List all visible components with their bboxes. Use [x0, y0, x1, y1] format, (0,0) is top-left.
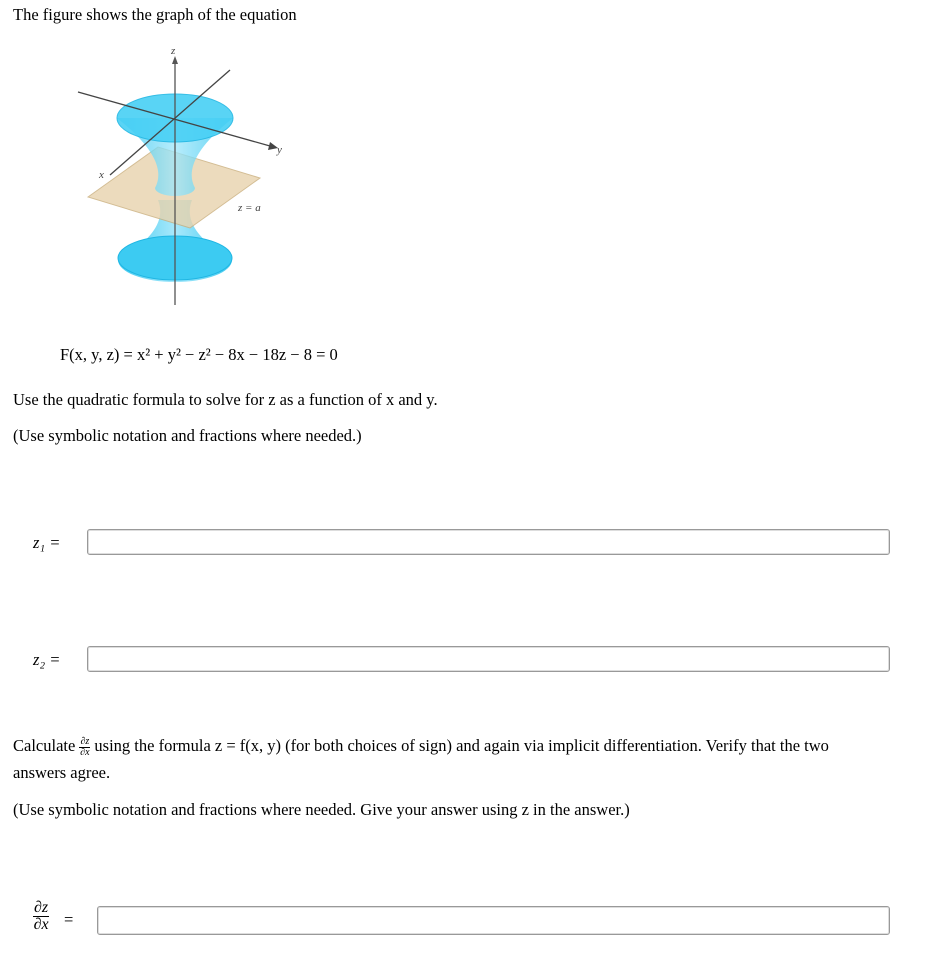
calc-suffix: using the formula z = f(x, y) (for both choices of sign) and again via implicit differentiation. Verify that the two: [94, 736, 829, 755]
part2-line2: answers agree.: [13, 763, 111, 782]
dz-dx-fraction: [79, 737, 90, 758]
hyperboloid-figure: [70, 40, 310, 310]
part1-instruction: Use the quadratic formula to solve for z as a function of x and y.: [13, 390, 438, 409]
x-axis-label: x: [99, 169, 104, 181]
answer-equals: =: [64, 910, 74, 929]
calc-prefix: Calculate: [13, 736, 76, 755]
answer-num: ∂z: [34, 899, 49, 916]
frac-den: ∂x: [80, 746, 90, 758]
plane-label: z = a: [238, 202, 261, 214]
equation: [60, 345, 338, 365]
part2-instruction: [13, 736, 829, 758]
equation-rhs: = x² + y² − z² − 8x − 18z − 8 = 0: [119, 345, 338, 364]
dz-dx-input[interactable]: [97, 906, 890, 935]
z1-label: z₁ =: [33, 533, 61, 552]
answer-den: ∂x: [33, 916, 49, 933]
z2-label: z₂ =: [33, 650, 61, 669]
part1-note: (Use symbolic notation and fractions where needed.): [13, 426, 362, 445]
z1-input[interactable]: [87, 529, 890, 555]
answer-label: [33, 900, 49, 933]
y-axis-label: y: [277, 144, 282, 156]
equation-lhs: F(x, y, z): [60, 345, 120, 364]
frac-num: ∂z: [80, 735, 90, 747]
z-axis-label: z: [171, 45, 176, 57]
part2-note: (Use symbolic notation and fractions where needed. Give your answer using z in the answer.): [13, 800, 630, 819]
z2-input[interactable]: [87, 646, 890, 672]
intro-text: The figure shows the graph of the equation: [13, 5, 297, 24]
